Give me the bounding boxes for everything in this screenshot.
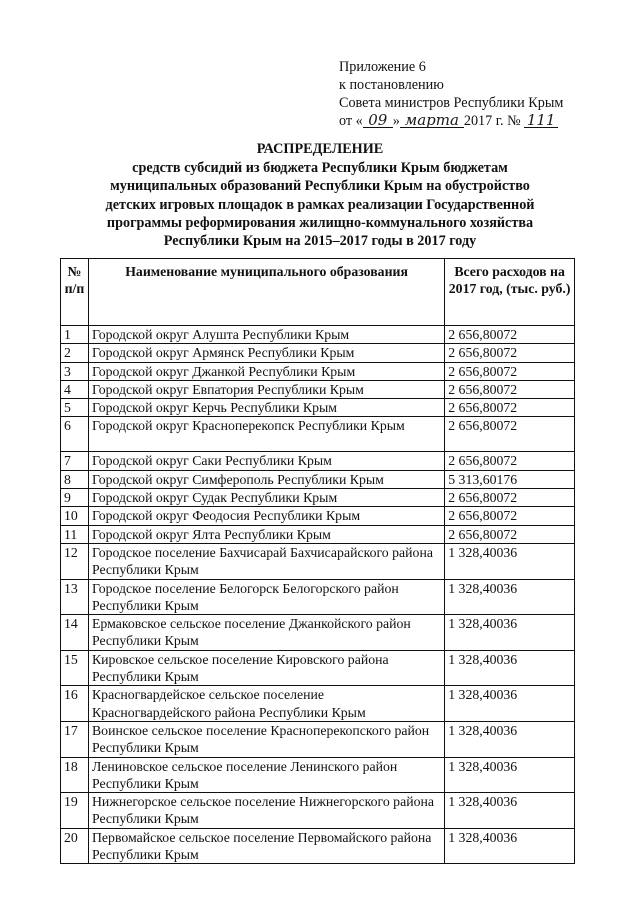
row-number: 8 — [61, 470, 89, 488]
row-name: Городской округ Армянск Республики Крым — [88, 344, 444, 362]
heading-line-2: муниципальных образований Республики Крым на обустройство — [110, 178, 530, 195]
table-row — [61, 615, 575, 651]
row-number: 15 — [61, 650, 89, 686]
row-name: Городской округ Симферополь Республики Крым — [88, 470, 444, 488]
row-name: Ермаковское сельское поселение Джанкойского район Республики Крым — [88, 615, 444, 651]
heading-title: РАСПРЕДЕЛЕНИЕ — [256, 141, 384, 157]
row-name: Городское поселение Бахчисарай Бахчисарайского района Республики Крым — [88, 543, 444, 579]
heading-line-5: Республики Крым на 2015–2017 годы в 2017 году — [163, 233, 477, 250]
row-name: Городской округ Джанкой Республики Крым — [88, 362, 444, 380]
row-name: Городской округ Судак Республики Крым — [88, 489, 444, 507]
row-number: 3 — [61, 362, 89, 380]
appendix-line-3: Совета министров Республики Крым — [339, 95, 564, 111]
row-amount: 5 313,60176 — [445, 470, 575, 488]
table-row — [61, 399, 575, 417]
row-number: 5 — [61, 399, 89, 417]
row-amount: 2 656,80072 — [445, 362, 575, 380]
handwritten-number: 111 — [524, 113, 558, 128]
heading-line-3: детских игровых площадок в рамках реализации Государственной — [105, 196, 535, 213]
document-heading — [60, 140, 580, 250]
table-row — [61, 686, 575, 722]
row-name: Красногвардейское сельское поселение Красногвардейского района Республики Крым — [88, 686, 444, 722]
row-name: Городской округ Саки Республики Крым — [88, 452, 444, 470]
row-name: Городской округ Феодосия Республики Крым — [88, 507, 444, 525]
date-prefix: от « — [339, 113, 363, 129]
row-number: 18 — [61, 757, 89, 793]
row-number: 16 — [61, 686, 89, 722]
table-row — [61, 344, 575, 362]
row-name: Лениновское сельское поселение Ленинского район Республики Крым — [88, 757, 444, 793]
table-row — [61, 326, 575, 344]
table-row — [61, 793, 575, 829]
table-row — [61, 721, 575, 757]
row-number: 4 — [61, 380, 89, 398]
table-row — [61, 470, 575, 488]
row-number: 7 — [61, 452, 89, 470]
row-number: 13 — [61, 579, 89, 615]
header-name: Наименование муниципального образования — [88, 259, 444, 326]
row-amount: 2 656,80072 — [445, 507, 575, 525]
table-row — [61, 757, 575, 793]
row-name: Городской округ Евпатория Республики Крым — [88, 380, 444, 398]
row-number: 12 — [61, 543, 89, 579]
table-row — [61, 452, 575, 470]
heading-line-1: средств субсидий из бюджета Республики Крым бюджетам — [132, 160, 508, 177]
date-mid: » — [392, 113, 400, 129]
row-name: Первомайское сельское поселение Первомайского района Республики Крым — [88, 828, 444, 864]
appendix-date-line — [339, 112, 563, 130]
row-amount: 1 328,40036 — [445, 686, 575, 722]
row-name: Городское поселение Белогорск Белогорского район Республики Крым — [88, 579, 444, 615]
row-amount: 2 656,80072 — [445, 380, 575, 398]
table-row — [61, 579, 575, 615]
table-row — [61, 362, 575, 380]
table-row — [61, 525, 575, 543]
row-amount: 2 656,80072 — [445, 344, 575, 362]
row-name: Городской округ Алушта Республики Крым — [88, 326, 444, 344]
table-row — [61, 650, 575, 686]
row-amount: 2 656,80072 — [445, 417, 575, 452]
row-name: Городской округ Ялта Республики Крым — [88, 525, 444, 543]
row-amount: 2 656,80072 — [445, 489, 575, 507]
row-name: Нижнегорское сельское поселение Нижнегорского района Республики Крым — [88, 793, 444, 829]
row-amount: 1 328,40036 — [445, 721, 575, 757]
row-name: Кировское сельское поселение Кировского района Республики Крым — [88, 650, 444, 686]
row-amount: 1 328,40036 — [445, 757, 575, 793]
table-row — [61, 543, 575, 579]
table-row — [61, 417, 575, 452]
table-row — [61, 380, 575, 398]
row-number: 17 — [61, 721, 89, 757]
table-row — [61, 489, 575, 507]
row-amount: 1 328,40036 — [445, 828, 575, 864]
appendix-line-2: к постановлению — [339, 77, 444, 93]
appendix-block — [339, 58, 563, 130]
table-row — [61, 507, 575, 525]
header-num: № п/п — [61, 259, 89, 326]
row-amount: 2 656,80072 — [445, 452, 575, 470]
table-row — [61, 828, 575, 864]
row-amount: 2 656,80072 — [445, 326, 575, 344]
row-number: 19 — [61, 793, 89, 829]
handwritten-month: марта — [400, 113, 464, 128]
header-amount: Всего расходов на 2017 год, (тыс. руб.) — [445, 259, 575, 326]
row-number: 6 — [61, 417, 89, 452]
appendix-line-1: Приложение 6 — [339, 59, 426, 75]
row-number: 14 — [61, 615, 89, 651]
row-amount: 1 328,40036 — [445, 615, 575, 651]
row-amount: 2 656,80072 — [445, 399, 575, 417]
row-amount: 1 328,40036 — [445, 543, 575, 579]
row-amount: 1 328,40036 — [445, 579, 575, 615]
row-name: Городской округ Красноперекопск Республики Крым — [88, 417, 444, 452]
heading-line-4: программы реформирования жилищно-коммунального хозяйства — [106, 214, 534, 231]
row-amount: 1 328,40036 — [445, 650, 575, 686]
handwritten-day: 09 — [363, 113, 393, 128]
row-number: 20 — [61, 828, 89, 864]
row-amount: 2 656,80072 — [445, 525, 575, 543]
row-number: 9 — [61, 489, 89, 507]
row-name: Городской округ Керчь Республики Крым — [88, 399, 444, 417]
row-number: 11 — [61, 525, 89, 543]
row-amount: 1 328,40036 — [445, 793, 575, 829]
distribution-table — [60, 258, 575, 864]
row-number: 1 — [61, 326, 89, 344]
table-header-row — [61, 259, 575, 326]
row-name: Воинское сельское поселение Красноперекопского район Республики Крым — [88, 721, 444, 757]
row-number: 2 — [61, 344, 89, 362]
row-number: 10 — [61, 507, 89, 525]
date-year: 2017 г. № — [463, 113, 521, 129]
